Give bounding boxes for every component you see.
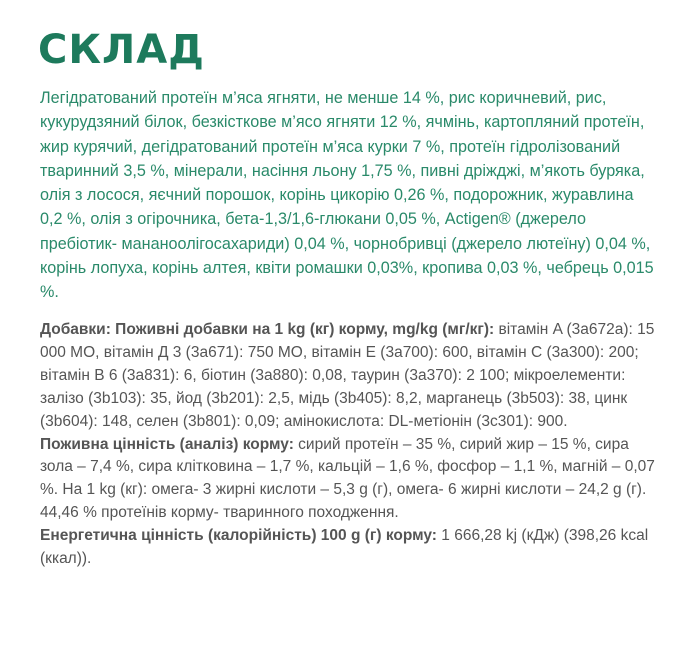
additives-text: вітамін A (3a672a): 15 000 МО, вітамін Д 3 (3a671): 750 МО, вітамін Е (3a700): 600, вітамін С (3a300): 200; вітамін В 6 (3a831): 6, біотин (3a880): 0,08, таурин (3a370): 2 100; мікроелементи: залізо (3b103): 35, йод (3b201): 2,5, мідь (3b405): 8,2, марганець (3b503): 38, цинк (3b604): 148, селен (3b801): 0,09; амінокислота: DL-метіонін (3c301): 900. <box>40 321 655 430</box>
nutrition-paragraph <box>40 434 655 526</box>
energy-paragraph <box>40 525 655 571</box>
nutrition-label: Поживна цінність (аналіз) корму: <box>40 435 294 453</box>
composition-text: Легідратований протеїн м’яса ягняти, не менше 14 %, рис коричневий, рис, кукурудзяний білок, безкісткове м’ясо ягняти 12 %, ячмінь, картопляний протеїн, жир курячий, дегідратований протеїн м’яса курки 7 %, протеїн гідролізований тваринний 3,5 %, мінерали, насіння льону 1,75 %, пивні дріжджі, м’якоть буряка, олія з лосося, яєчний порошок, корінь цикорію 0,26 %, подорожник, журавлина 0,2 %, олія з огірочника, бета-1,3/1,6-глюкани 0,05 %, Actigen® (джерело пребіотик- мананоолігосахариди) 0,04 %, чорнобривці (джерело лютеїну) 0,04 %, корінь лопуха, корінь алтея, квіти ромашки 0,03%, кропива 0,03 %, чебрець 0,015 %. <box>40 89 654 302</box>
energy-text: 1 666,28 kj (кДж) (398,26 kcal (ккал)). <box>40 527 649 568</box>
additives-paragraph <box>40 319 655 434</box>
page-title: СКЛАД <box>38 27 205 73</box>
energy-label: Енергетична цінність (калорійність) 100 g (г) корму: <box>40 527 437 545</box>
additives-label: Добавки: Поживні добавки на 1 kg (кг) корму, mg/kg (мг/кг): <box>40 321 495 338</box>
nutrition-text: сирий протеїн – 35 %, сирий жир – 15 %, сира зола – 7,4 %, сира клітковина – 1,7 %, кальцій – 1,6 %, фосфор – 1,1 %, магній – 0,07 %. На 1 kg (кг): омега- 3 жирні кислоти – 5,3 g (г), омега- 6 жирні кислоти – 24,2 g (г). 44,46 % протеїнів корму- тваринного походження. <box>40 435 655 522</box>
additives-section <box>40 319 655 571</box>
